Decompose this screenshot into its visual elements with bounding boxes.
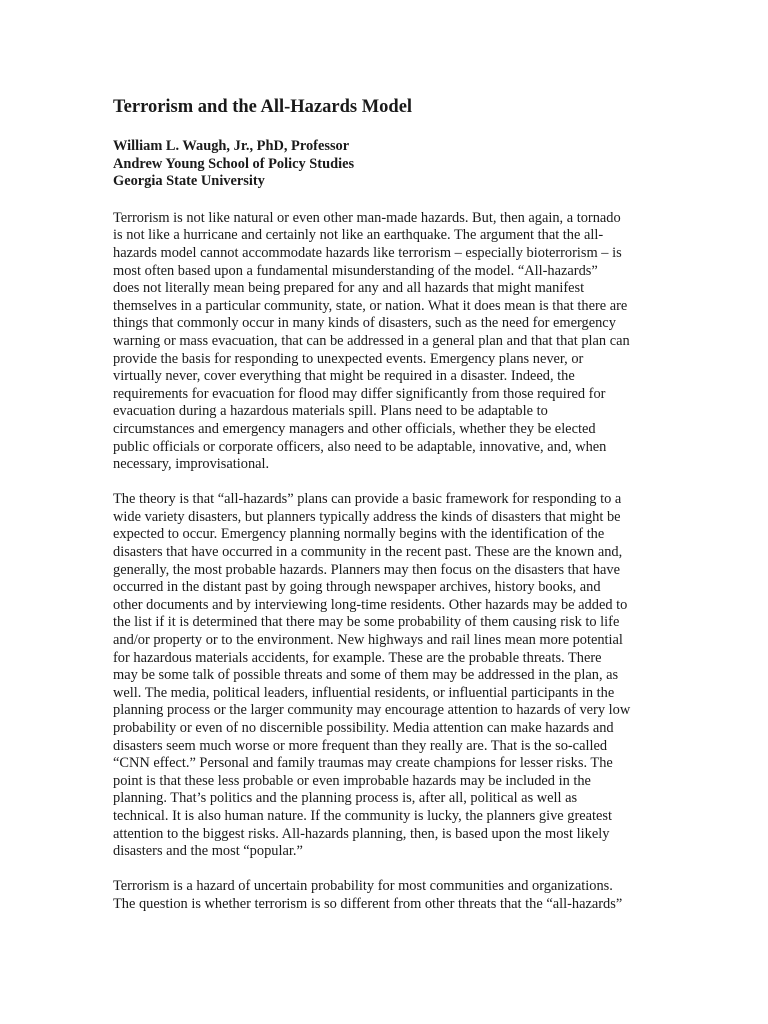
text-line: Terrorism is not like natural or even other man-made hazards. But, then again, a tornado xyxy=(113,209,621,226)
text-line: point is that these less probable or even improbable hazards may be included in the xyxy=(113,772,591,789)
text-line: attention to the biggest risks. All-hazards planning, then, is based upon the most likely xyxy=(113,825,610,842)
text-line: hazards model cannot accommodate hazards like terrorism – especially bioterrorism – is xyxy=(113,244,622,261)
text-line: planning. That’s politics and the planning process is, after all, political as well as xyxy=(113,790,578,807)
text-line: requirements for evacuation for flood may differ significantly from those required for xyxy=(113,385,606,402)
body-text xyxy=(113,210,658,914)
text-line: for hazardous materials accidents, for example. These are the probable threats. There xyxy=(113,649,602,666)
text-line: evacuation during a hazardous materials spill. Plans need to be adaptable to xyxy=(113,403,548,420)
text-line: expected to occur. Emergency planning normally begins with the identification of the xyxy=(113,526,605,543)
text-line: necessary, improvisational. xyxy=(113,456,270,473)
text-line: planning process or the larger community may encourage attention to hazards of very low xyxy=(113,702,631,719)
text-line: is not like a hurricane and certainly not like an earthquake. The argument that the all- xyxy=(113,227,604,244)
text-line: generally, the most probable hazards. Planners may then focus on the disasters that have xyxy=(113,561,620,578)
author-university: Georgia State University xyxy=(113,173,265,190)
text-line: occurred in the distant past by going through newspaper archives, history books, and xyxy=(113,579,601,596)
text-line: The question is whether terrorism is so different from other threats that the “all-hazards” xyxy=(113,895,623,912)
text-line: disasters and the most “popular.” xyxy=(113,843,303,860)
paragraph xyxy=(113,210,658,474)
author-school: Andrew Young School of Policy Studies xyxy=(113,155,355,172)
text-line: things that commonly occur in many kinds of disasters, such as the need for emergency xyxy=(113,315,616,332)
paragraph xyxy=(113,491,658,860)
text-line: disasters seem much worse or more frequent than they really are. That is the so-called xyxy=(113,737,608,754)
text-line: warning or mass evacuation, that can be addressed in a general plan and that that plan can xyxy=(113,332,630,349)
text-line: other documents and by interviewing long-time residents. Other hazards may be added to xyxy=(113,596,628,613)
paragraph xyxy=(113,878,658,913)
author-name: William L. Waugh, Jr., PhD, Professor xyxy=(113,138,350,154)
text-line: and/or property or to the environment. New highways and rail lines mean more potential xyxy=(113,632,623,649)
text-line: wide variety disasters, but planners typically address the kinds of disasters that might be xyxy=(113,508,621,525)
text-line: probability or even of no discernible possibility. Media attention can make hazards and xyxy=(113,720,614,736)
text-line: does not literally mean being prepared for any and all hazards that might manifest xyxy=(113,280,585,297)
text-line: circumstances and emergency managers and other officials, whether they be elected xyxy=(113,420,596,437)
text-line: public officials or corporate officers, also need to be adaptable, innovative, and, when xyxy=(113,438,607,455)
text-line: “CNN effect.” Personal and family traumas may create champions for lesser risks. The xyxy=(113,755,613,772)
text-line: The theory is that “all-hazards” plans can provide a basic framework for responding to a xyxy=(113,491,622,508)
text-line: technical. It is also human nature. If the community is lucky, the planners give greatest xyxy=(113,807,612,824)
text-line: most often based upon a fundamental misunderstanding of the model. “All-hazards” xyxy=(113,262,598,279)
text-line: well. The media, political leaders, influential residents, or influential participants in the xyxy=(113,684,615,701)
text-line: may be some talk of possible threats and some of them may be addressed in the plan, as xyxy=(113,667,619,684)
author-block xyxy=(113,138,658,191)
text-line: disasters that have occurred in a community in the recent past. These are the known and, xyxy=(113,544,623,561)
text-line: themselves in a particular community, state, or nation. What it does mean is that there are xyxy=(113,297,628,314)
text-line: the list if it is determined that there may be some probability of them causing risk to life xyxy=(113,614,620,631)
document-title: Terrorism and the All-Hazards Model xyxy=(113,97,413,117)
text-line: provide the basis for responding to unexpected events. Emergency plans never, or xyxy=(113,350,584,367)
text-line: Terrorism is a hazard of uncertain probability for most communities and organizations. xyxy=(113,878,613,895)
text-line: virtually never, cover everything that might be required in a disaster. Indeed, the xyxy=(113,368,575,385)
